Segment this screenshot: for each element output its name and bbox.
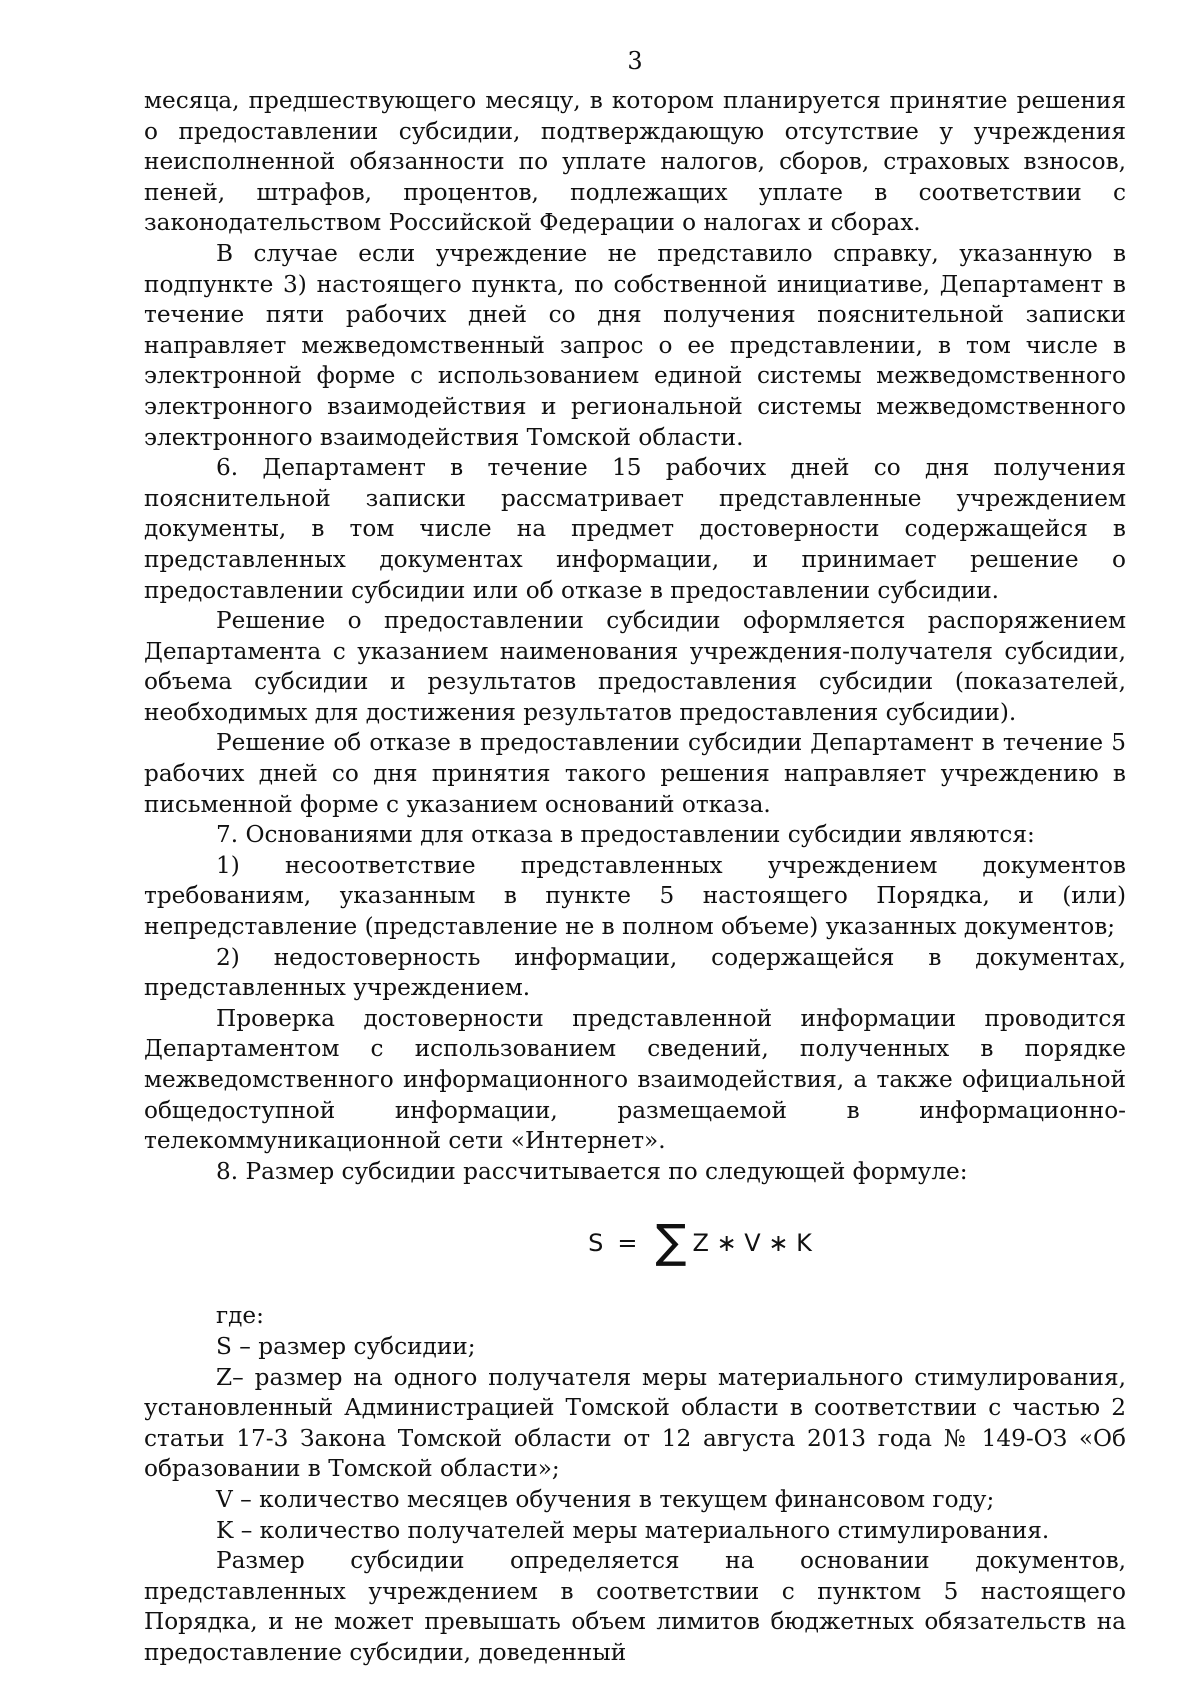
- formula-lhs: S: [588, 1229, 604, 1258]
- formula-rhs: Z ∗ V ∗ K: [692, 1229, 812, 1258]
- document-body: [144, 86, 1126, 1669]
- definition-s: S – размер субсидии;: [216, 1332, 476, 1360]
- paragraph: Решение об отказе в предоставлении субсидии Департамент в течение 5 рабочих дней со дня принятия такого решения направляет учреждению в письменной форме с указанием оснований отказа.: [144, 729, 1126, 818]
- paragraph: Решение о предоставлении субсидии оформляется распоряжением Департамента с указанием наименования учреждения-получателя субсидии, объема субсидии и результатов предоставления субсидии (показателей, необходимых для достижения результатов предоставления субсидии).: [144, 607, 1126, 726]
- paragraph: 2) недостоверность информации, содержащейся в документах, представленных учреждением.: [144, 943, 1126, 1002]
- paragraph: 6. Департамент в течение 15 рабочих дней со дня получения пояснительной записки рассматривает представленные учреждением документы, в том числе на предмет достоверности содержащейся в представленных документах информации, и принимает решение о предоставлении субсидии или об отказе в предоставлении субсидии.: [144, 454, 1126, 604]
- where-label: где:: [216, 1302, 264, 1330]
- page-number: 3: [627, 47, 643, 75]
- paragraph: 7. Основаниями для отказа в предоставлении субсидии являются:: [216, 821, 1035, 849]
- paragraph: В случае если учреждение не представило справку, указанную в подпункте 3) настоящего пункта, по собственной инициативе, Департамент в течение пяти рабочих дней со дня получения пояснительной записки направляет межведомственный запрос о ее представлении, в том числе в электронной форме с использованием единой системы межведомственного электронного взаимодействия и региональной системы межведомственного электронного взаимодействия Томской области.: [144, 239, 1126, 451]
- paragraph: Размер субсидии определяется на основании документов, представленных учреждением в соответствии с пунктом 5 настоящего Порядка, и не может превышать объем лимитов бюджетных обязательств на предоставление субсидии, доведенный: [144, 1547, 1126, 1666]
- paragraph: Проверка достоверности представленной информации проводится Департаментом с использованием сведений, полученных в порядке межведомственного информационного взаимодействия, а также официальной общедоступной информации, размещаемой в информационно-телекоммуникационной сети «Интернет».: [144, 1004, 1126, 1155]
- subsidy-formula: [144, 1187, 1126, 1299]
- definition-k: K – количество получателей меры материального стимулирования.: [216, 1516, 1050, 1544]
- paragraph: 1) несоответствие представленных учреждением документов требованиям, указанным в пункте 5 настоящего Порядка, и (или) непредставление (представление не в полном объеме) указанных документов;: [144, 851, 1126, 941]
- definition-v: V – количество месяцев обучения в текущем финансовом году;: [216, 1485, 995, 1513]
- definition-z: Z– размер на одного получателя меры материального стимулирования, установленный Администрацией Томской области в соответствии с частью 2 статьи 17-3 Закона Томской области от 12 августа 2013 года № 149-ОЗ «Об образовании в Томской области»;: [144, 1363, 1126, 1483]
- sum-sigma-symbol: ∑: [655, 1214, 687, 1269]
- formula-equals: =: [617, 1229, 638, 1258]
- paragraph: месяца, предшествующего месяцу, в котором планируется принятие решения о предоставлении субсидии, подтверждающую отсутствие у учреждения неисполненной обязанности по уплате налогов, сборов, страховых взносов, пеней, штрафов, процентов, подлежащих уплате в соответствии с законодательством Российской Федерации о налогах и сборах.: [144, 87, 1126, 237]
- paragraph: 8. Размер субсидии рассчитывается по следующей формуле:: [216, 1157, 968, 1185]
